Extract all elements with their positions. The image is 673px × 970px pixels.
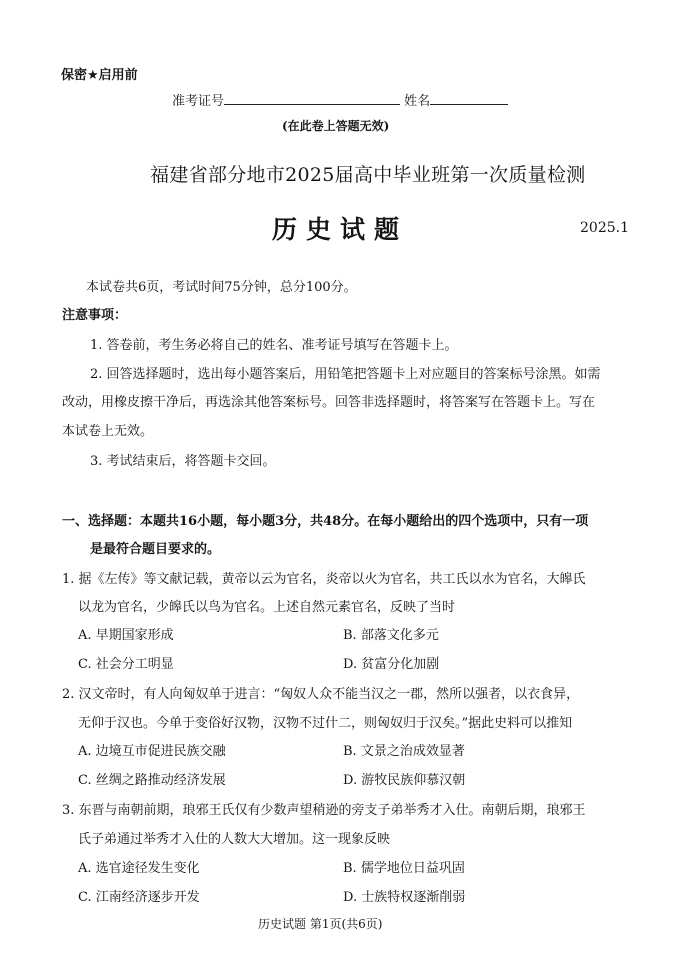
question-stem-continued: 以龙为官名，少皞氏以鸟为官名。上述自然元素官名，反映了当时 [78,600,456,615]
option-b: B. 儒学地位日益巩固 [343,861,465,876]
candidate-info-line [172,90,508,109]
notice-title: 注意事项： [62,308,128,323]
notice-item: 1. 答卷前，考生务必将自己的姓名、准考证号填写在答题卡上。 [90,338,458,353]
subject-title: 历史试题 [272,215,409,244]
confidential-label: 保密★启用前 [61,68,138,83]
option-d: D. 游牧民族仰慕汉朝 [343,773,466,788]
invalid-answer-note: (在此卷上答题无效) [282,119,390,133]
option-d: D. 贫富分化加剧 [343,657,440,672]
notice-item-continued: 改动，用橡皮擦干净后，再选涂其他答案标号。回答非选择题时，将答案写在答题卡上。写在 [62,395,596,410]
name-label: 姓名 [404,94,431,109]
exam-id-field[interactable] [224,92,400,105]
question-stem: 1. 据《左传》等文献记载，黄帝以云为官名，炎帝以火为官名，共工氏以水为官名，大皞氏 [62,572,586,587]
notice-item-continued: 本试卷上无效。 [62,424,154,439]
option-b: B. 部落文化多元 [343,628,439,643]
notice-item: 2. 回答选择题时，选出每小题答案后，用铅笔把答题卡上对应题目的答案标号涂黑。如需 [90,367,601,382]
question-stem-continued: 无仰于汉也。今单于变俗好汉物，汉物不过什二，则匈奴归于汉矣。”据此史料可以推知 [78,716,573,731]
option-a: A. 早期国家形成 [78,628,174,643]
option-b: B. 文景之治成效显著 [343,744,465,759]
option-d: D. 士族特权逐渐削弱 [343,890,466,905]
option-a: A. 选官途径发生变化 [78,861,200,876]
question-stem: 3. 东晋与南朝前期，琅邪王氏仅有少数声望稍逊的旁支子弟举秀才入仕。南朝后期，琅邪王 [62,803,586,818]
name-field[interactable] [430,92,508,105]
option-c: C. 社会分工明显 [78,657,174,672]
exam-date: 2025.1 [580,220,629,236]
section-heading-continued: 是最符合题目要求的。 [90,542,221,557]
page-footer: 历史试题 第1页(共6页) [258,917,383,931]
section-heading: 一、选择题：本题共16小题，每小题3分，共48分。在每小题给出的四个选项中，只有一项 [62,514,589,529]
question-stem: 2. 汉文帝时，有人向匈奴单于进言：“匈奴人众不能当汉之一郡，然所以强者，以衣食异， [62,687,580,702]
option-c: C. 江南经济逐步开发 [78,890,200,905]
exam-title: 福建省部分地市2025届高中毕业班第一次质量检测 [150,164,586,186]
option-a: A. 边境互市促进民族交融 [78,744,226,759]
exam-intro: 本试卷共6页，考试时间75分钟，总分100分。 [86,280,357,295]
option-c: C. 丝绸之路推动经济发展 [78,773,226,788]
notice-item: 3. 考试结束后，将答题卡交回。 [90,454,276,469]
exam-id-label: 准考证号 [172,94,225,109]
question-stem-continued: 氏子弟通过举秀才入仕的人数大大增加。这一现象反映 [78,832,391,847]
